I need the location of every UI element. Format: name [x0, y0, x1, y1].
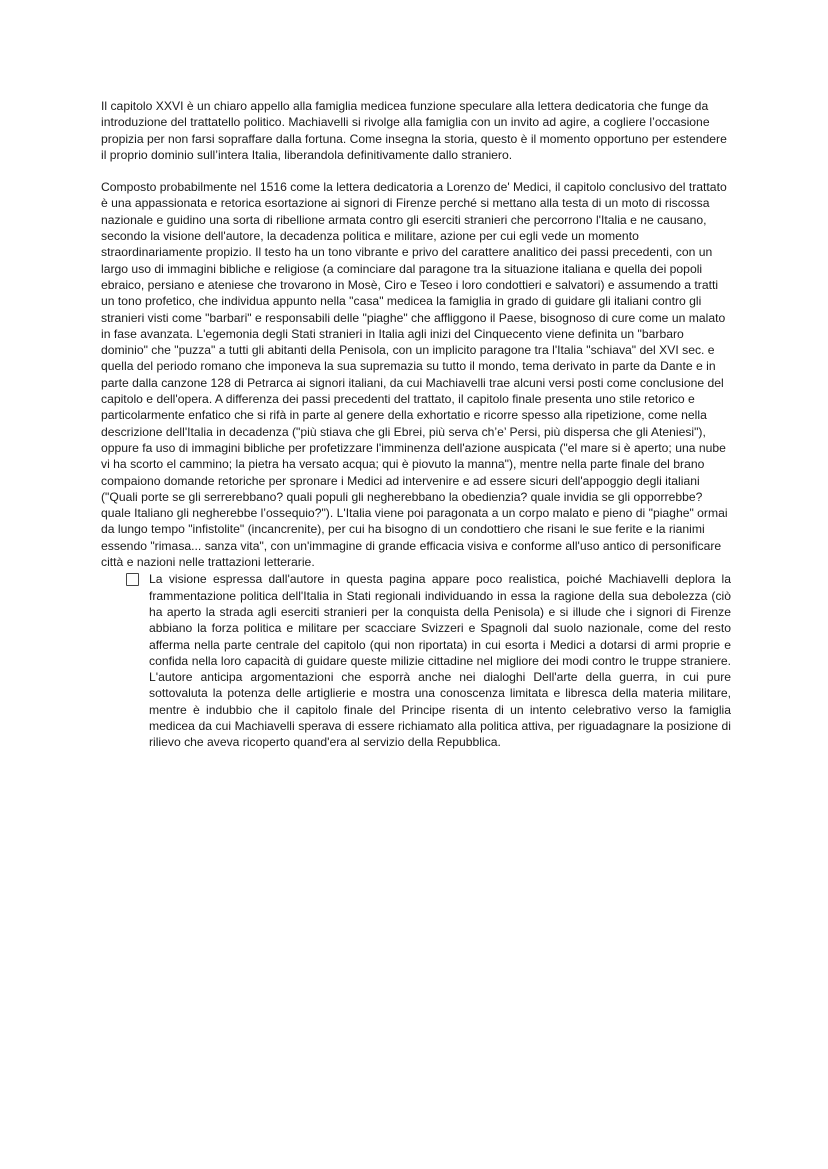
checkbox[interactable]	[126, 573, 139, 586]
checklist-item[interactable]	[126, 571, 731, 750]
paragraph-intro: Il capitolo XXVI è un chiaro appello alla famiglia medicea funzione speculare alla lettera dedicatoria che funge da introduzione del trattatello politico. Machiavelli si rivolge alla famiglia con un invito ad agire, a cogliere l’occasione propizia per non farsi sopraffare dalla fortuna. Come insegna la storia, questo è il momento opportuno per estendere il proprio dominio sull’intera Italia, liberandola definitivamente dallo straniero.	[101, 99, 727, 162]
checklist-item-text: La visione espressa dall'autore in questa pagina appare poco realistica, poiché Machiavelli deplora la frammentazione politica dell'Italia in Stati regionali individuando in essa la ragione della sua debolezza (ciò ha aperto la strada agli eserciti stranieri per la conquista della Penisola) e si illude che i signori di Firenze abbiano la forza politica e militare per scacciare Svizzeri e Spagnoli dal suolo nazionale, come del resto afferma nella parte centrale del capitolo (qui non riportata) in cui esorta i Medici a dotarsi di armi proprie e confida nella loro capacità di guidare queste milizie cittadine nel migliore dei modi contro le truppe straniere. L'autore anticipa argomentazioni che esporrà anche nei dialoghi Dell'arte della guerra, in cui pure sottovaluta la potenza delle artiglierie e mostra una conoscenza limitata e libresca della materia militare, mentre è indubbio che il capitolo finale del Principe risenta di un intento celebrativo verso la famiglia medicea da cui Machiavelli sperava di essere richiamato alla politica attiva, per riguadagnare la posizione di rilievo che aveva ricoperto quand'era al servizio della Repubblica.	[149, 572, 731, 750]
document-page	[101, 98, 731, 751]
paragraph-analysis: Composto probabilmente nel 1516 come la lettera dedicatoria a Lorenzo de' Medici, il capitolo conclusivo del trattato è una appassionata e retorica esortazione ai signori di Firenze perché si mettano alla testa di un moto di riscossa nazionale e guidino una sorta di ribellione armata contro gli eserciti stranieri che percorrono l'Italia e ne causano, secondo la visione dell'autore, la decadenza politica e militare, azione per cui egli vede un momento straordinariamente propizio. Il testo ha un tono vibrante e privo del carattere analitico dei passi precedenti, con un largo uso di immagini bibliche e religiose (a cominciare dal paragone tra la situazione italiana e quella dei popoli ebraico, persiano e ateniese che trovarono in Mosè, Ciro e Teseo i loro condottieri e salvatori) e assumendo a tratti un tono profetico, che individua appunto nella "casa" medicea la famiglia in grado di guidare gli italiani contro gli stranieri visti come "barbari" e responsabili delle "piaghe" che affliggono il Paese, bisognoso di cure come un malato in fase avanzata. L'egemonia degli Stati stranieri in Italia agli inizi del Cinquecento viene definita un "barbaro dominio" che "puzza" a tutti gli abitanti della Penisola, con un implicito paragone tra l'Italia "schiava" del XVI sec. e quella del periodo romano che imponeva la sua supremazia su tutto il mondo, tema derivato in parte da Dante e in parte dalla canzone 128 di Petrarca ai signori italiani, da cui Machiavelli trae alcuni versi posti come conclusione del capitolo e dell'opera. A differenza dei passi precedenti del trattato, il capitolo finale presenta uno stile retorico e particolarmente enfatico che si rifà in parte al genere della exhortatio e ricorre spesso alla ripetizione, come nella descrizione dell'Italia in decadenza ("più stiava che gli Ebrei, più serva ch’e’ Persi, più dispersa che gli Ateniesi"), oppure fa uso di immagini bibliche per profetizzare l'imminenza dell'azione auspicata ("el mare si è aperto; una nube vi ha scorto el cammino; la pietra ha versato acqua; qui è piovuto la manna"), mentre nella parte finale del brano compaiono domande retoriche per spronare i Medici ad intervenire e ad essere sicuri dell'appoggio degli italiani ("Quali porte se gli serrerebbano? quali populi gli negherebbano la obedienzia? quale invidia se gli opporrebbe? quale Italiano gli negherebbe l’ossequio?"). L'Italia viene poi paragonata a un corpo malato e pieno di "piaghe" ormai da lungo tempo "infistolite" (incancrenite), per cui ha bisogno di un condottiero che risani le sue ferite e la rianimi essendo "rimasa... sanza vita", con un'immagine di grande efficacia visiva e conforme all'uso antico di personificare città e nazioni nelle trattazioni letterarie.	[101, 180, 728, 570]
